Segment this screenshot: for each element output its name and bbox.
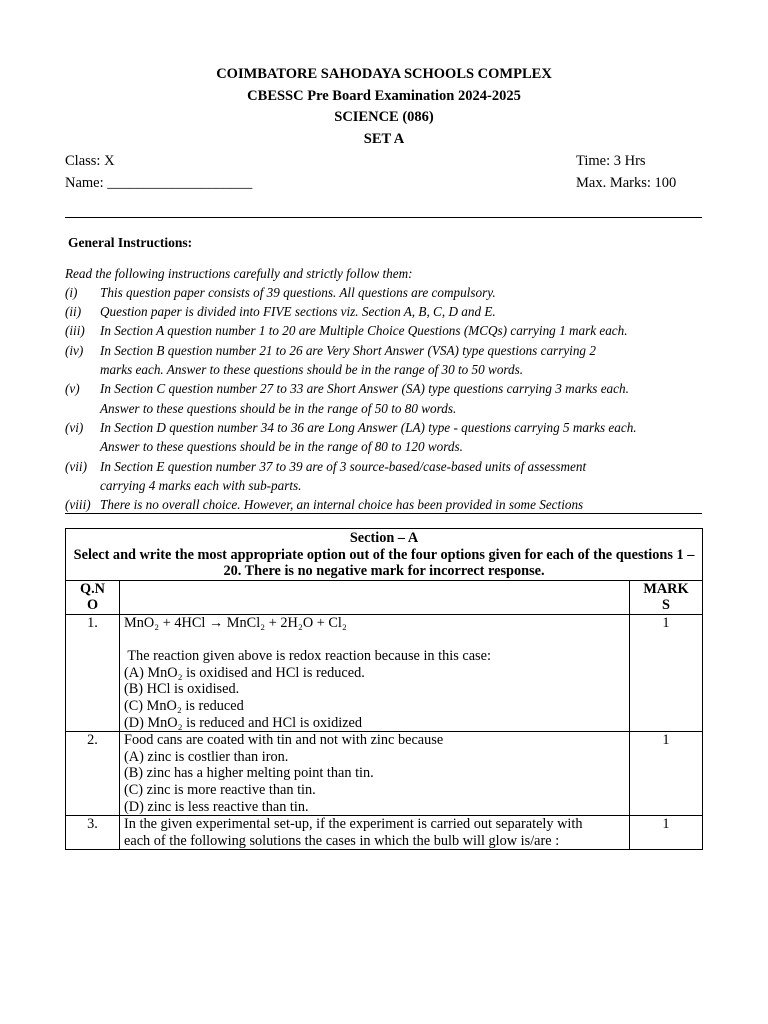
question-line: MnO₂ + 4HCl → MnCl₂ + 2H₂O + Cl₂ xyxy=(124,614,347,631)
instruction-text: carrying 4 marks each with sub-parts. xyxy=(100,478,302,493)
instruction-text: This question paper consists of 39 questions. All questions are compulsory. xyxy=(100,285,496,300)
question-row xyxy=(66,816,703,850)
question-number: 1. xyxy=(66,614,120,731)
instruction-number: (iii) xyxy=(65,323,85,338)
option-a: (A) MnO₂ is oxidised and HCl is reduced. xyxy=(124,664,365,681)
question-line xyxy=(124,632,625,649)
instruction-text: In Section C question number 27 to 33 are Short Answer (SA) type questions carrying 3 marks each. xyxy=(100,381,629,396)
question-marks: 1 xyxy=(630,732,703,816)
instruction-number: (vi) xyxy=(65,420,84,435)
instruction-text: Question paper is divided into FIVE sections viz. Section A, B, C, D and E. xyxy=(100,304,496,319)
question-marks: 1 xyxy=(630,614,703,731)
instruction-number: (ii) xyxy=(65,304,82,319)
question-line: Food cans are coated with tin and not with zinc because xyxy=(124,732,444,749)
org-title: COIMBATORE SAHODAYA SCHOOLS COMPLEX xyxy=(216,66,552,82)
question-line: The reaction given above is redox reaction because in this case: xyxy=(124,648,491,665)
instructions-intro: Read the following instructions carefully and strictly follow them: xyxy=(65,266,413,281)
option-d: (D) zinc is less reactive than tin. xyxy=(124,798,309,815)
header-divider xyxy=(65,217,702,218)
marks-header-line: MARK xyxy=(643,580,689,597)
class-label: Class: X xyxy=(65,153,115,169)
marks-header xyxy=(630,580,703,614)
option-b: (B) HCl is oxidised. xyxy=(124,681,240,698)
question-marks: 1 xyxy=(630,816,703,850)
section-a-table xyxy=(65,528,703,850)
qno-header-line: Q.N xyxy=(79,580,106,597)
question-row xyxy=(66,732,703,816)
question-number: 3. xyxy=(66,816,120,850)
instructions-heading: General Instructions: xyxy=(68,235,193,250)
question-number: 2. xyxy=(66,732,120,816)
instruction-text: marks each. Answer to these questions should be in the range of 30 to 50 words. xyxy=(100,362,524,377)
question-text xyxy=(120,816,630,850)
question-line: In the given experimental set-up, if the experiment is carried out separately with xyxy=(124,816,583,833)
option-d: (D) MnO₂ is reduced and HCl is oxidized xyxy=(124,714,363,731)
question-text xyxy=(120,732,630,816)
time-label: Time: 3 Hrs xyxy=(576,153,646,169)
instruction-number: (vii) xyxy=(65,459,87,474)
question-line: each of the following solutions the cases in which the bulb will glow is/are : xyxy=(124,832,560,849)
subject-title: SCIENCE (086) xyxy=(334,109,434,125)
section-instruction: Select and write the most appropriate option out of the four options given for each of the questions 1 – 20. There is no negative mark for incorrect response. xyxy=(73,546,695,580)
name-label: Name: ____________________ xyxy=(65,175,253,191)
marks-header-line: S xyxy=(662,597,670,614)
instruction-text: There is no overall choice. However, an internal choice has been provided in some Sections xyxy=(100,497,584,512)
section-header-row xyxy=(66,529,703,581)
section-header-cell xyxy=(66,529,703,581)
option-b: (B) zinc has a higher melting point than tin. xyxy=(124,765,374,782)
question-header xyxy=(120,580,630,614)
exam-title: CBESSC Pre Board Examination 2024-2025 xyxy=(247,88,521,104)
max-marks-label: Max. Marks: 100 xyxy=(576,175,677,191)
instructions-divider xyxy=(65,513,702,514)
instruction-text: In Section B question number 21 to 26 are Very Short Answer (VSA) type questions carrying 2 xyxy=(100,343,596,358)
section-title: Section – A xyxy=(349,530,419,546)
column-header-row xyxy=(66,580,703,614)
option-c: (C) MnO₂ is reduced xyxy=(124,697,244,714)
set-title: SET A xyxy=(363,131,405,147)
question-text xyxy=(120,614,630,731)
instruction-text: In Section D question number 34 to 36 are Long Answer (LA) type - questions carrying 5 marks each. xyxy=(100,420,637,435)
instruction-text: In Section E question number 37 to 39 are of 3 source-based/case-based units of assessment xyxy=(100,459,587,474)
qno-header xyxy=(66,580,120,614)
instruction-number: (viii) xyxy=(65,497,91,512)
instruction-number: (v) xyxy=(65,381,80,396)
option-c: (C) zinc is more reactive than tin. xyxy=(124,781,316,798)
instruction-text: In Section A question number 1 to 20 are Multiple Choice Questions (MCQs) carrying 1 mark each. xyxy=(100,323,628,338)
instruction-text: Answer to these questions should be in the range of 50 to 80 words. xyxy=(100,401,457,416)
option-a: (A) zinc is costlier than iron. xyxy=(124,748,289,765)
instruction-text: Answer to these questions should be in the range of 80 to 120 words. xyxy=(100,439,463,454)
qno-header-line: O xyxy=(86,597,99,614)
question-row xyxy=(66,614,703,731)
instruction-number: (iv) xyxy=(65,343,84,358)
instruction-number: (i) xyxy=(65,285,78,300)
